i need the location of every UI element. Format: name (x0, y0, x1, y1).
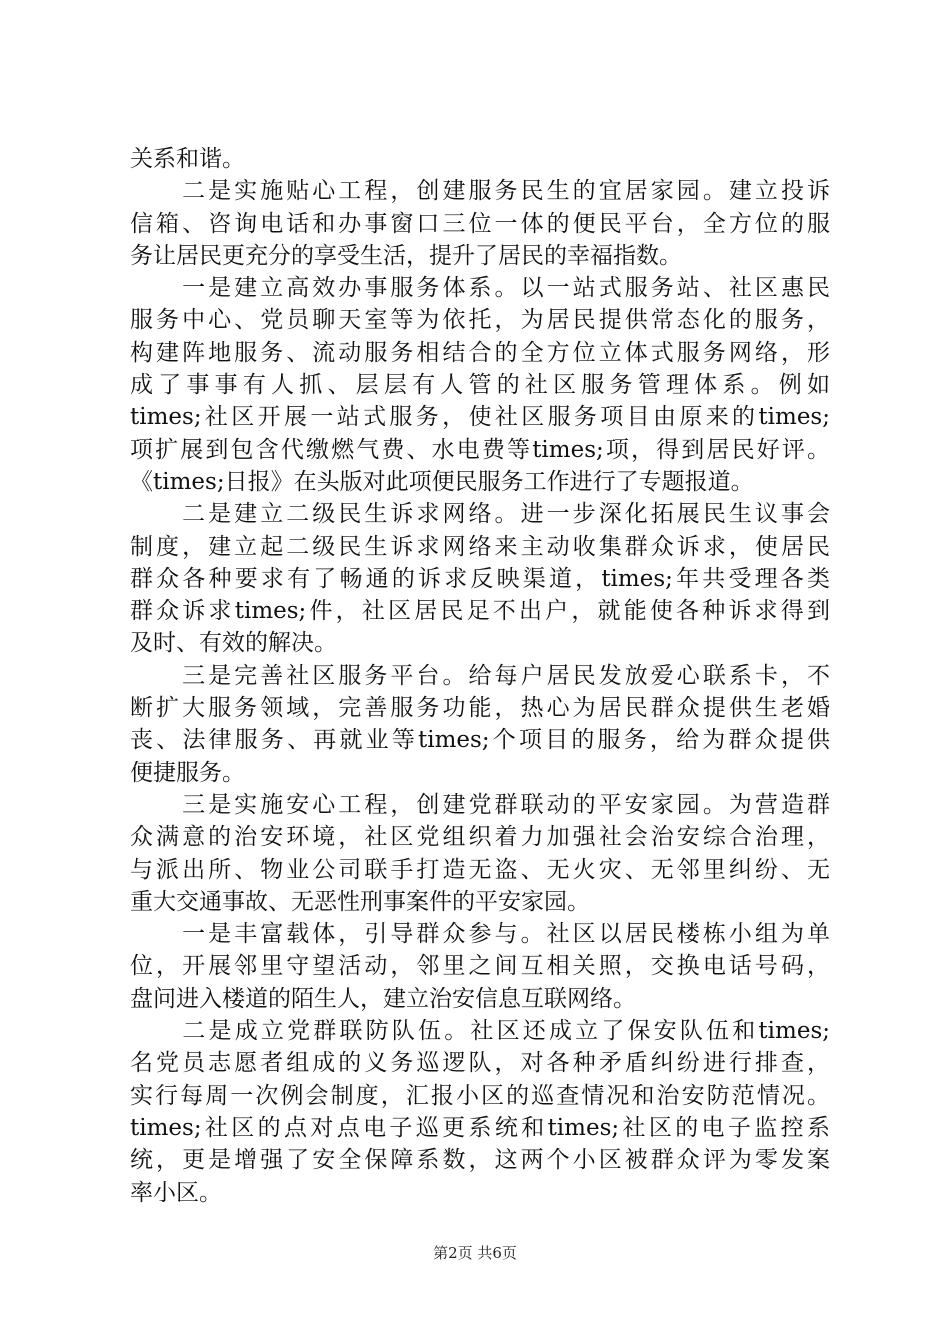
text-line: 构建阵地服务、流动服务相结合的全方位立体式服务网络，形 (130, 339, 830, 366)
text-line: 二是建立二级民生诉求网络。进一步深化拓展民生议事会 (130, 501, 830, 528)
text-line: 一是建立高效办事服务体系。以一站式服务站、社区惠民 (130, 275, 830, 302)
text-line: 盘问进入楼道的陌生人，建立治安信息互联网络。 (130, 985, 636, 1012)
text-line: 务让居民更充分的享受生活，提升了居民的幸福指数。 (130, 242, 682, 269)
text-line: 及时、有效的解决。 (130, 630, 337, 657)
document-body (130, 143, 830, 1209)
text-line: 三是完善社区服务平台。给每户居民发放爱心联系卡，不 (130, 662, 830, 689)
text-line: 项扩展到包含代缴燃气费、水电费等times;项，得到居民好评。 (130, 436, 830, 463)
text-line: 名党员志愿者组成的义务巡逻队，对各种矛盾纠纷进行排查， (130, 1050, 830, 1077)
text-line: 丧、法律服务、再就业等times;个项目的服务，给为群众提供 (130, 727, 830, 754)
text-line: 制度，建立起二级民生诉求网络来主动收集群众诉求，使居民 (130, 533, 830, 560)
text-line: 群众各种要求有了畅通的诉求反映渠道，times;年共受理各类 (130, 565, 830, 592)
text-line: 《times;日报》在头版对此项便民服务工作进行了专题报道。 (130, 468, 754, 495)
text-line: 重大交通事故、无恶性刑事案件的平安家园。 (130, 888, 590, 915)
text-line: 一是丰富载体，引导群众参与。社区以居民楼栋小组为单 (130, 921, 830, 948)
page-footer: 第2页 共6页 (433, 1244, 517, 1262)
text-line: 成了事事有人抓、层层有人管的社区服务管理体系。例如 (130, 372, 830, 399)
text-line: 三是实施安心工程，创建党群联动的平安家园。为营造群 (130, 791, 830, 818)
text-line: 便捷服务。 (130, 759, 245, 786)
text-line: times;社区的点对点电子巡更系统和times;社区的电子监控系 (130, 1114, 830, 1141)
text-line: 众满意的治安环境，社区党组织着力加强社会治安综合治理， (130, 824, 830, 851)
text-line: 位，开展邻里守望活动，邻里之间互相关照，交换电话号码， (130, 953, 830, 980)
text-line: 二是实施贴心工程，创建服务民生的宜居家园。建立投诉 (130, 178, 830, 205)
text-line: 断扩大服务领域，完善服务功能，热心为居民群众提供生老婚 (130, 695, 830, 722)
text-line: times;社区开展一站式服务，使社区服务项目由原来的times; (130, 404, 830, 431)
text-line: 与派出所、物业公司联手打造无盗、无火灾、无邻里纠纷、无 (130, 856, 830, 883)
text-line: 服务中心、党员聊天室等为依托，为居民提供常态化的服务， (130, 307, 830, 334)
text-line: 信箱、咨询电话和办事窗口三位一体的便民平台，全方位的服 (130, 210, 830, 237)
text-line: 统，更是增强了安全保障系数，这两个小区被群众评为零发案 (130, 1147, 830, 1174)
text-line: 实行每周一次例会制度，汇报小区的巡查情况和治安防范情况。 (130, 1082, 830, 1109)
text-line: 关系和谐。 (130, 146, 245, 172)
text-line: 群众诉求times;件，社区居民足不出户，就能使各种诉求得到 (130, 598, 830, 625)
text-line: 率小区。 (130, 1179, 222, 1206)
text-line: 二是成立党群联防队伍。社区还成立了保安队伍和times; (130, 1018, 830, 1045)
